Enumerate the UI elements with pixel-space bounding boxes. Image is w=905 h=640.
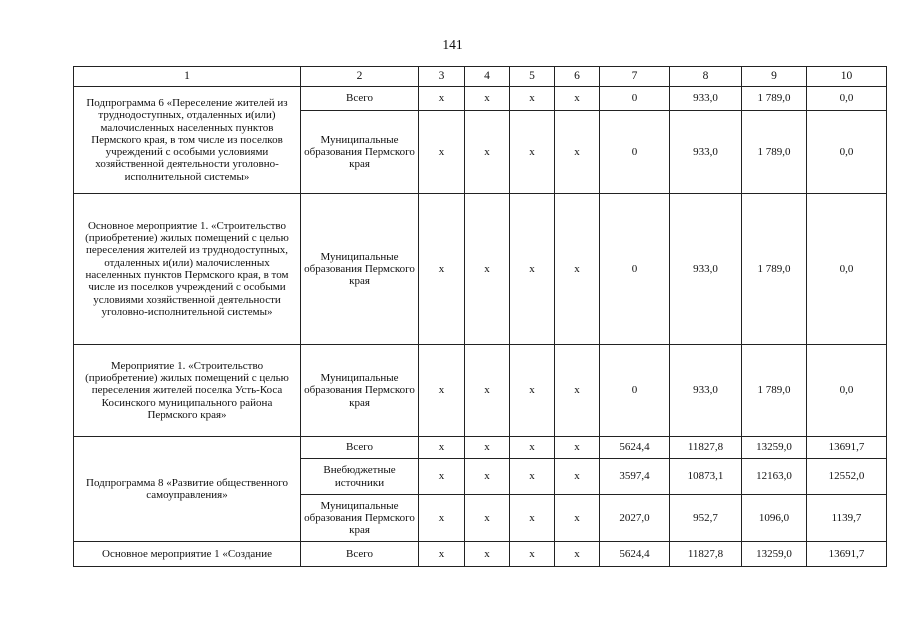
cell: x <box>419 437 465 459</box>
row-description: Подпрограмма 6 «Переселение жителей из труднодоступных, отдаленных и(или) малочисленных населенных пунктов Пермского края, в том числе из поселков учреждений с особыми условиями хозяйственной деятельности уголовно-исполнительной системы» <box>74 87 301 194</box>
cell: 2027,0 <box>600 495 670 542</box>
cell: 933,0 <box>670 87 742 111</box>
header-row <box>74 67 887 87</box>
cell: 1 789,0 <box>742 111 807 194</box>
cell: 1 789,0 <box>742 194 807 345</box>
budget-table <box>73 66 887 567</box>
cell: 13259,0 <box>742 437 807 459</box>
table-row <box>74 437 887 459</box>
cell: 12552,0 <box>807 459 887 495</box>
row-description: Мероприятие 1. «Строительство (приобретение) жилых помещений с целью переселения жителей поселка Усть-Коса Косинского муниципального района Пермского края» <box>74 345 301 437</box>
table-row <box>74 345 887 437</box>
cell: x <box>465 87 510 111</box>
funding-source: Внебюджетные источники <box>301 459 419 495</box>
col-header: 5 <box>510 67 555 87</box>
cell: x <box>555 111 600 194</box>
cell: 5624,4 <box>600 437 670 459</box>
cell: x <box>465 542 510 567</box>
cell: 1139,7 <box>807 495 887 542</box>
cell: x <box>419 111 465 194</box>
cell: x <box>465 495 510 542</box>
cell: x <box>555 495 600 542</box>
cell: x <box>419 194 465 345</box>
cell: 0,0 <box>807 345 887 437</box>
cell: 12163,0 <box>742 459 807 495</box>
cell: x <box>510 437 555 459</box>
cell: x <box>419 495 465 542</box>
cell: x <box>419 542 465 567</box>
cell: x <box>419 459 465 495</box>
cell: x <box>510 345 555 437</box>
cell: 13691,7 <box>807 437 887 459</box>
table-row <box>74 194 887 345</box>
cell: 3597,4 <box>600 459 670 495</box>
page-number: 141 <box>442 37 463 52</box>
col-header: 1 <box>74 67 301 87</box>
cell: 11827,8 <box>670 542 742 567</box>
funding-source: Муниципальные образования Пермского края <box>301 194 419 345</box>
cell: x <box>510 542 555 567</box>
funding-source: Муниципальные образования Пермского края <box>301 495 419 542</box>
cell: x <box>419 345 465 437</box>
row-description: Подпрограмма 8 «Развитие общественного самоуправления» <box>74 437 301 542</box>
cell: x <box>555 345 600 437</box>
funding-source: Всего <box>301 87 419 111</box>
cell: 952,7 <box>670 495 742 542</box>
col-header: 3 <box>419 67 465 87</box>
col-header: 6 <box>555 67 600 87</box>
cell: x <box>465 111 510 194</box>
cell: x <box>555 459 600 495</box>
cell: 1 789,0 <box>742 87 807 111</box>
cell: 0 <box>600 194 670 345</box>
cell: 11827,8 <box>670 437 742 459</box>
cell: 0,0 <box>807 87 887 111</box>
cell: x <box>465 437 510 459</box>
cell: x <box>510 495 555 542</box>
cell: 1 789,0 <box>742 345 807 437</box>
cell: x <box>465 194 510 345</box>
cell: x <box>465 345 510 437</box>
cell: 0,0 <box>807 194 887 345</box>
cell: x <box>510 194 555 345</box>
cell: 5624,4 <box>600 542 670 567</box>
cell: x <box>510 459 555 495</box>
col-header: 4 <box>465 67 510 87</box>
cell: 0,0 <box>807 111 887 194</box>
cell: x <box>555 87 600 111</box>
col-header: 10 <box>807 67 887 87</box>
funding-source: Муниципальные образования Пермского края <box>301 345 419 437</box>
funding-source: Всего <box>301 437 419 459</box>
funding-source: Муниципальные образования Пермского края <box>301 111 419 194</box>
cell: x <box>510 111 555 194</box>
cell: 933,0 <box>670 111 742 194</box>
row-description: Основное мероприятие 1 «Создание <box>74 542 301 567</box>
cell: x <box>555 437 600 459</box>
cell: 13259,0 <box>742 542 807 567</box>
cell: x <box>510 87 555 111</box>
col-header: 2 <box>301 67 419 87</box>
table-row <box>74 542 887 567</box>
cell: x <box>555 194 600 345</box>
cell: x <box>465 459 510 495</box>
cell: x <box>419 87 465 111</box>
cell: 933,0 <box>670 194 742 345</box>
funding-source: Всего <box>301 542 419 567</box>
cell: x <box>555 542 600 567</box>
cell: 1096,0 <box>742 495 807 542</box>
cell: 13691,7 <box>807 542 887 567</box>
col-header: 8 <box>670 67 742 87</box>
cell: 933,0 <box>670 345 742 437</box>
row-description: Основное мероприятие 1. «Строительство (приобретение) жилых помещений с целью переселения жителей из труднодоступных, отдаленных и(или) малочисленных населенных пунктов Пермского края, в том числе из поселков учреждений с особыми условиями хозяйственной деятельности уголовно-исполнительной системы» <box>74 194 301 345</box>
table-row <box>74 87 887 111</box>
cell: 0 <box>600 345 670 437</box>
cell: 0 <box>600 111 670 194</box>
col-header: 9 <box>742 67 807 87</box>
col-header: 7 <box>600 67 670 87</box>
cell: 0 <box>600 87 670 111</box>
cell: 10873,1 <box>670 459 742 495</box>
